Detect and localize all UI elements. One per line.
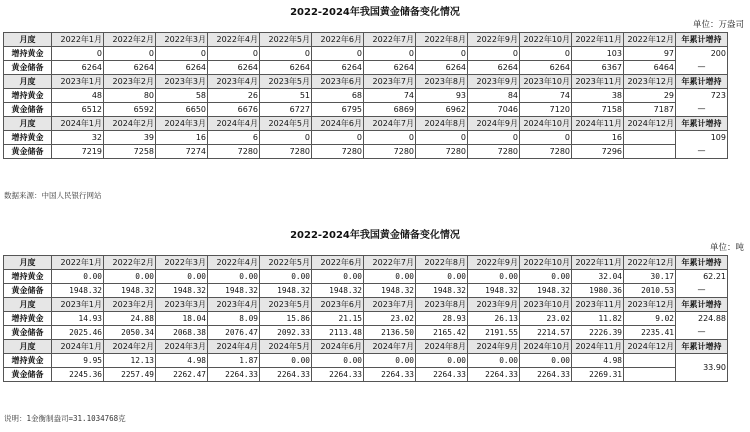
reserve-row	[4, 368, 728, 382]
added-gold-row	[4, 47, 728, 61]
added-value-cell: 23.02	[520, 312, 572, 326]
reserve-value-cell: 6512	[52, 103, 104, 117]
row-label-reserve: 黄金储备	[4, 61, 52, 75]
annual-total-label: 年累计增持	[676, 298, 728, 312]
reserve-value-cell: 2245.36	[52, 368, 104, 382]
month-header-cell: 2023年6月	[312, 75, 364, 89]
added-value-cell: 4.98	[156, 354, 208, 368]
reserve-value-cell	[624, 368, 676, 382]
month-header-cell: 2022年11月	[572, 256, 624, 270]
added-value-cell: 97	[624, 47, 676, 61]
added-value-cell: 0	[260, 47, 312, 61]
month-header-cell: 2023年2月	[104, 75, 156, 89]
reserve-value-cell: 7219	[52, 145, 104, 159]
added-value-cell: 11.82	[572, 312, 624, 326]
reserve-value-cell: 2025.46	[52, 326, 104, 340]
month-header-cell: 2022年9月	[468, 33, 520, 47]
reserve-row	[4, 326, 728, 340]
added-value-cell: 0	[364, 47, 416, 61]
month-header-cell: 2023年5月	[260, 298, 312, 312]
reserve-value-cell: 6264	[520, 61, 572, 75]
month-header-cell: 2024年8月	[416, 340, 468, 354]
month-header-cell: 2024年4月	[208, 340, 260, 354]
month-header-cell: 2024年4月	[208, 117, 260, 131]
added-value-cell: 0	[312, 131, 364, 145]
annual-total-dash: —	[697, 62, 706, 71]
reserve-value-cell: 7296	[572, 145, 624, 159]
reserve-value-cell: 7120	[520, 103, 572, 117]
month-header-cell: 2024年5月	[260, 117, 312, 131]
reserve-value-cell: 2262.47	[156, 368, 208, 382]
reserve-value-cell: 7158	[572, 103, 624, 117]
table2-title: 2022-2024年我国黄金储备变化情况	[290, 230, 460, 241]
month-header-cell: 2022年2月	[104, 256, 156, 270]
month-header-cell: 2024年1月	[52, 117, 104, 131]
month-header-cell: 2024年5月	[260, 340, 312, 354]
annual-total-label: 年累计增持	[676, 75, 728, 89]
month-header-cell: 2022年7月	[364, 33, 416, 47]
row-label-added: 增持黄金	[4, 47, 52, 61]
reserve-value-cell: 6962	[416, 103, 468, 117]
added-value-cell: 0.00	[416, 270, 468, 284]
month-header-cell: 2024年12月	[624, 117, 676, 131]
added-value-cell: 0	[208, 47, 260, 61]
reserve-value-cell: 6264	[364, 61, 416, 75]
added-value-cell: 0	[52, 47, 104, 61]
added-value-cell: 0.00	[520, 354, 572, 368]
month-header-cell: 2023年7月	[364, 75, 416, 89]
annual-total-number: 224.88	[698, 314, 726, 323]
added-value-cell: 15.86	[260, 312, 312, 326]
annual-total-value	[676, 312, 728, 340]
reserve-value-cell: 2136.50	[364, 326, 416, 340]
reserve-value-cell: 2050.34	[104, 326, 156, 340]
reserve-value-cell: 1980.36	[572, 284, 624, 298]
month-header-cell: 2024年11月	[572, 117, 624, 131]
month-header-cell: 2022年5月	[260, 33, 312, 47]
annual-total-dash: —	[697, 285, 706, 294]
month-header-cell: 2023年3月	[156, 298, 208, 312]
month-header-cell: 2024年11月	[572, 340, 624, 354]
annual-total-label: 年累计增持	[676, 33, 728, 47]
reserve-value-cell: 1948.32	[104, 284, 156, 298]
month-header-cell: 2024年9月	[468, 340, 520, 354]
table1-source-note: 数据来源：中国人民银行网站	[4, 191, 102, 200]
added-value-cell: 0.00	[208, 270, 260, 284]
reserve-value-cell: 2092.33	[260, 326, 312, 340]
month-header-cell: 2022年4月	[208, 33, 260, 47]
month-header-cell: 2024年12月	[624, 340, 676, 354]
added-value-cell: 0.00	[468, 270, 520, 284]
added-value-cell: 21.15	[312, 312, 364, 326]
month-header-row	[4, 340, 728, 354]
added-value-cell: 8.09	[208, 312, 260, 326]
reserve-value-cell: 6464	[624, 61, 676, 75]
reserve-value-cell: 2264.33	[208, 368, 260, 382]
month-header-cell: 2022年7月	[364, 256, 416, 270]
reserve-value-cell: 2257.49	[104, 368, 156, 382]
added-gold-row	[4, 89, 728, 103]
month-column-label: 月度	[4, 340, 52, 354]
month-header-cell: 2023年1月	[52, 75, 104, 89]
added-value-cell: 0	[364, 131, 416, 145]
month-header-cell: 2024年2月	[104, 117, 156, 131]
added-value-cell: 74	[364, 89, 416, 103]
month-header-cell: 2022年2月	[104, 33, 156, 47]
added-value-cell: 103	[572, 47, 624, 61]
added-value-cell: 0	[468, 47, 520, 61]
reserve-row	[4, 61, 728, 75]
reserve-row	[4, 103, 728, 117]
added-value-cell: 14.93	[52, 312, 104, 326]
month-header-cell: 2022年5月	[260, 256, 312, 270]
reserve-value-cell	[624, 145, 676, 159]
reserve-value-cell: 1948.32	[364, 284, 416, 298]
reserve-value-cell: 2076.47	[208, 326, 260, 340]
month-header-cell: 2023年6月	[312, 298, 364, 312]
reserve-value-cell: 2214.57	[520, 326, 572, 340]
month-header-cell: 2023年8月	[416, 298, 468, 312]
added-value-cell: 16	[156, 131, 208, 145]
added-value-cell: 48	[52, 89, 104, 103]
reserve-value-cell: 7046	[468, 103, 520, 117]
added-value-cell: 80	[104, 89, 156, 103]
added-value-cell: 0.00	[416, 354, 468, 368]
reserve-row	[4, 145, 728, 159]
annual-total-number: 723	[710, 91, 726, 100]
month-header-cell: 2022年6月	[312, 33, 364, 47]
month-header-cell: 2023年11月	[572, 298, 624, 312]
added-value-cell: 0	[416, 131, 468, 145]
month-header-cell: 2022年12月	[624, 33, 676, 47]
month-header-cell: 2024年10月	[520, 340, 572, 354]
reserve-value-cell: 2269.31	[572, 368, 624, 382]
month-header-row	[4, 33, 728, 47]
reserve-value-cell: 6592	[104, 103, 156, 117]
row-label-reserve: 黄金储备	[4, 326, 52, 340]
month-header-cell: 2024年9月	[468, 117, 520, 131]
reserve-value-cell: 7258	[104, 145, 156, 159]
annual-total-dash: —	[697, 327, 706, 336]
annual-total-label: 年累计增持	[676, 256, 728, 270]
reserve-value-cell: 7280	[520, 145, 572, 159]
reserve-value-cell: 1948.32	[208, 284, 260, 298]
annual-total-value	[676, 270, 728, 298]
added-value-cell: 0.00	[156, 270, 208, 284]
month-header-cell: 2024年7月	[364, 340, 416, 354]
added-value-cell: 0.00	[52, 270, 104, 284]
added-value-cell: 0	[312, 47, 364, 61]
month-header-cell: 2022年6月	[312, 256, 364, 270]
added-value-cell: 26.13	[468, 312, 520, 326]
reserve-value-cell: 2226.39	[572, 326, 624, 340]
added-value-cell: 0	[104, 47, 156, 61]
reserve-value-cell: 1948.32	[416, 284, 468, 298]
month-column-label: 月度	[4, 256, 52, 270]
month-header-row	[4, 117, 728, 131]
month-header-cell: 2023年11月	[572, 75, 624, 89]
annual-total-dash: —	[697, 146, 706, 155]
added-value-cell: 6	[208, 131, 260, 145]
reserve-value-cell: 6676	[208, 103, 260, 117]
reserve-value-cell: 7280	[260, 145, 312, 159]
month-header-cell: 2024年6月	[312, 340, 364, 354]
reserve-value-cell: 2113.48	[312, 326, 364, 340]
table1-title: 2022-2024年我国黄金储备变化情况	[290, 7, 460, 18]
month-header-cell: 2023年9月	[468, 75, 520, 89]
row-label-added: 增持黄金	[4, 89, 52, 103]
month-header-cell: 2024年6月	[312, 117, 364, 131]
added-value-cell: 0	[520, 131, 572, 145]
month-header-cell: 2024年3月	[156, 117, 208, 131]
row-label-reserve: 黄金储备	[4, 145, 52, 159]
month-header-cell: 2023年4月	[208, 298, 260, 312]
month-header-cell: 2024年1月	[52, 340, 104, 354]
annual-total-value: 33.90	[676, 354, 728, 382]
reserve-value-cell: 2264.33	[312, 368, 364, 382]
month-header-cell: 2022年12月	[624, 256, 676, 270]
month-column-label: 月度	[4, 33, 52, 47]
reserve-value-cell: 7280	[364, 145, 416, 159]
annual-total-label: 年累计增持	[676, 117, 728, 131]
month-header-row	[4, 298, 728, 312]
month-header-cell: 2023年10月	[520, 75, 572, 89]
month-header-cell: 2023年12月	[624, 75, 676, 89]
added-gold-row	[4, 270, 728, 284]
reserve-value-cell: 2235.41	[624, 326, 676, 340]
reserve-value-cell: 6264	[52, 61, 104, 75]
month-header-cell: 2024年7月	[364, 117, 416, 131]
added-value-cell: 4.98	[572, 354, 624, 368]
table1-unit: 单位：万盎司	[692, 20, 744, 30]
month-header-cell: 2022年1月	[52, 33, 104, 47]
annual-total-number: 62.21	[703, 272, 726, 281]
row-label-added: 增持黄金	[4, 354, 52, 368]
added-value-cell: 39	[104, 131, 156, 145]
added-value-cell: 38	[572, 89, 624, 103]
reserve-value-cell: 2010.53	[624, 284, 676, 298]
month-header-cell: 2022年3月	[156, 256, 208, 270]
added-value-cell: 30.17	[624, 270, 676, 284]
reserve-value-cell: 2165.42	[416, 326, 468, 340]
added-gold-row	[4, 354, 728, 368]
reserve-value-cell: 7280	[208, 145, 260, 159]
reserve-value-cell: 7280	[312, 145, 364, 159]
month-column-label: 月度	[4, 117, 52, 131]
added-value-cell: 0	[520, 47, 572, 61]
added-value-cell: 84	[468, 89, 520, 103]
added-value-cell: 18.04	[156, 312, 208, 326]
reserve-value-cell: 6264	[156, 61, 208, 75]
month-header-cell: 2023年1月	[52, 298, 104, 312]
added-value-cell: 0.00	[260, 270, 312, 284]
annual-total-value	[676, 89, 728, 117]
month-header-cell: 2022年10月	[520, 256, 572, 270]
month-header-cell: 2023年10月	[520, 298, 572, 312]
added-value-cell: 24.88	[104, 312, 156, 326]
reserve-row	[4, 284, 728, 298]
reserve-value-cell: 6264	[104, 61, 156, 75]
month-header-cell: 2023年2月	[104, 298, 156, 312]
added-value-cell: 9.02	[624, 312, 676, 326]
reserve-value-cell: 1948.32	[156, 284, 208, 298]
month-header-cell: 2022年1月	[52, 256, 104, 270]
month-header-cell: 2022年4月	[208, 256, 260, 270]
annual-total-label: 年累计增持	[676, 340, 728, 354]
reserve-value-cell: 1948.32	[52, 284, 104, 298]
reserve-value-cell: 6264	[416, 61, 468, 75]
month-header-cell: 2024年8月	[416, 117, 468, 131]
reserve-value-cell: 6264	[468, 61, 520, 75]
month-header-row	[4, 75, 728, 89]
month-header-cell: 2023年3月	[156, 75, 208, 89]
month-header-cell: 2022年8月	[416, 256, 468, 270]
month-header-cell: 2022年11月	[572, 33, 624, 47]
added-value-cell: 23.02	[364, 312, 416, 326]
added-value-cell: 32.04	[572, 270, 624, 284]
reserve-value-cell: 7280	[416, 145, 468, 159]
added-value-cell: 68	[312, 89, 364, 103]
month-header-cell: 2022年3月	[156, 33, 208, 47]
added-value-cell: 0.00	[520, 270, 572, 284]
gold-reserve-table-ounces	[3, 32, 728, 159]
reserve-value-cell: 6727	[260, 103, 312, 117]
added-value-cell: 0	[468, 131, 520, 145]
reserve-value-cell: 6367	[572, 61, 624, 75]
month-header-cell: 2024年10月	[520, 117, 572, 131]
added-value-cell	[624, 354, 676, 368]
added-value-cell: 0	[416, 47, 468, 61]
added-value-cell: 29	[624, 89, 676, 103]
month-header-cell: 2023年5月	[260, 75, 312, 89]
table2-unit: 单位：吨	[709, 243, 744, 253]
reserve-value-cell: 2264.33	[416, 368, 468, 382]
reserve-value-cell: 7187	[624, 103, 676, 117]
month-header-cell: 2023年8月	[416, 75, 468, 89]
added-value-cell: 9.95	[52, 354, 104, 368]
reserve-value-cell: 1948.32	[520, 284, 572, 298]
row-label-reserve: 黄金储备	[4, 284, 52, 298]
reserve-value-cell: 2264.33	[520, 368, 572, 382]
added-gold-row	[4, 312, 728, 326]
added-value-cell: 93	[416, 89, 468, 103]
added-value-cell: 0.00	[312, 270, 364, 284]
reserve-value-cell: 6795	[312, 103, 364, 117]
added-value-cell: 16	[572, 131, 624, 145]
reserve-value-cell: 2191.55	[468, 326, 520, 340]
added-value-cell: 28.93	[416, 312, 468, 326]
reserve-value-cell: 1948.32	[468, 284, 520, 298]
reserve-value-cell: 6869	[364, 103, 416, 117]
month-header-cell: 2023年4月	[208, 75, 260, 89]
annual-total-dash: —	[697, 104, 706, 113]
added-value-cell: 0.00	[104, 270, 156, 284]
added-value-cell	[624, 131, 676, 145]
reserve-value-cell: 6264	[260, 61, 312, 75]
added-gold-row	[4, 131, 728, 145]
reserve-value-cell: 6650	[156, 103, 208, 117]
added-value-cell: 32	[52, 131, 104, 145]
month-header-cell: 2023年7月	[364, 298, 416, 312]
month-header-cell: 2023年9月	[468, 298, 520, 312]
added-value-cell: 0.00	[364, 354, 416, 368]
month-header-cell: 2024年3月	[156, 340, 208, 354]
annual-total-value	[676, 131, 728, 159]
reserve-value-cell: 7280	[468, 145, 520, 159]
added-value-cell: 51	[260, 89, 312, 103]
annual-total-number: 109	[710, 133, 726, 142]
added-value-cell: 0	[156, 47, 208, 61]
added-value-cell: 0.00	[364, 270, 416, 284]
gold-reserve-table-tonnes	[3, 255, 728, 382]
row-label-reserve: 黄金储备	[4, 368, 52, 382]
added-value-cell: 74	[520, 89, 572, 103]
annual-total-number: 200	[710, 49, 726, 58]
month-header-row	[4, 256, 728, 270]
added-value-cell: 0.00	[260, 354, 312, 368]
annual-total-value	[676, 47, 728, 75]
reserve-value-cell: 2068.38	[156, 326, 208, 340]
row-label-added: 增持黄金	[4, 270, 52, 284]
added-value-cell: 0	[260, 131, 312, 145]
month-header-cell: 2024年2月	[104, 340, 156, 354]
month-column-label: 月度	[4, 75, 52, 89]
reserve-value-cell: 6264	[312, 61, 364, 75]
added-value-cell: 12.13	[104, 354, 156, 368]
reserve-value-cell: 1948.32	[312, 284, 364, 298]
reserve-value-cell: 2264.33	[468, 368, 520, 382]
added-value-cell: 0.00	[312, 354, 364, 368]
row-label-added: 增持黄金	[4, 131, 52, 145]
month-header-cell: 2023年12月	[624, 298, 676, 312]
month-header-cell: 2022年9月	[468, 256, 520, 270]
added-value-cell: 1.87	[208, 354, 260, 368]
row-label-reserve: 黄金储备	[4, 103, 52, 117]
reserve-value-cell: 1948.32	[260, 284, 312, 298]
row-label-added: 增持黄金	[4, 312, 52, 326]
added-value-cell: 0.00	[468, 354, 520, 368]
month-header-cell: 2022年10月	[520, 33, 572, 47]
reserve-value-cell: 2264.33	[364, 368, 416, 382]
month-header-cell: 2022年8月	[416, 33, 468, 47]
reserve-value-cell: 7274	[156, 145, 208, 159]
added-value-cell: 26	[208, 89, 260, 103]
reserve-value-cell: 2264.33	[260, 368, 312, 382]
month-column-label: 月度	[4, 298, 52, 312]
added-value-cell: 58	[156, 89, 208, 103]
table2-note: 说明：1金衡制盎司=31.1034768克	[4, 414, 126, 423]
reserve-value-cell: 6264	[208, 61, 260, 75]
